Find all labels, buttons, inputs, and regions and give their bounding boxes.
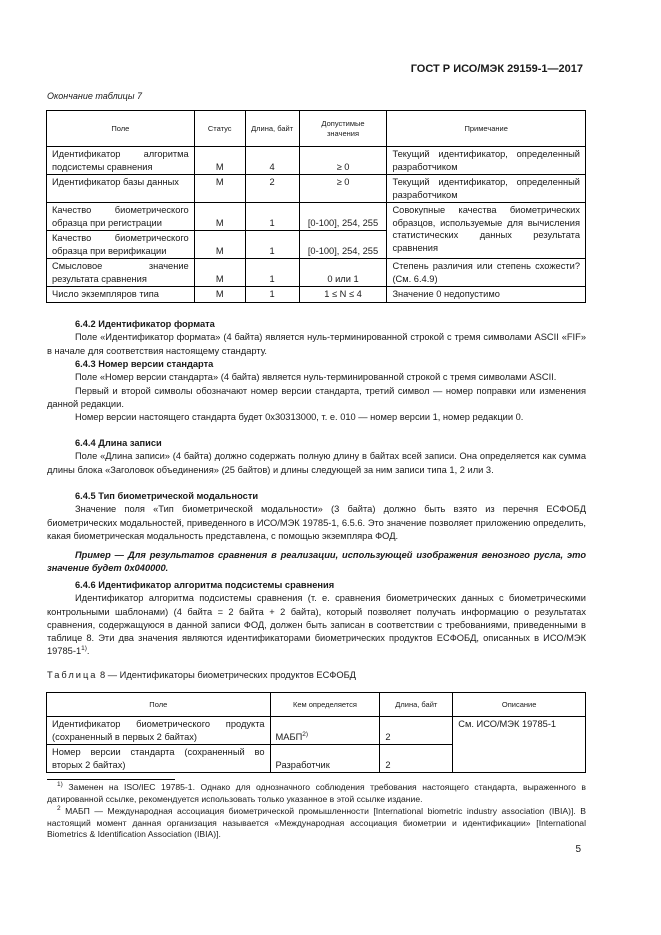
cell-field: Качество биометрического образца при верификации (47, 231, 195, 259)
footnote-ref: 2) (302, 730, 309, 738)
cell-length: 2 (380, 745, 453, 773)
cell-values: ≥ 0 (299, 147, 387, 175)
section-6-4-2 (47, 318, 586, 358)
table-row (47, 259, 586, 287)
section-6-4-4 (47, 437, 586, 477)
table8-caption-text: 8 — Идентификаторы биометрических продуктов ЕСФОБД (100, 670, 356, 680)
cell-values: [0-100], 254, 255 (299, 203, 387, 231)
footnote-text: Заменен на ISO/IEC 19785-1. Однако для однозначного соблюдения требования настоящего стандарта, выраженного в датированной ссылке, рекомендуется использовать только указанное в этой ссылке издание. (47, 782, 587, 804)
column-header: Поле (47, 693, 271, 717)
section-6-4-3 (47, 358, 586, 424)
footnote-ref: 1) (81, 645, 87, 653)
cell-field: Номер версии стандарта (сохраненный во вторых 2 байтах) (47, 745, 271, 773)
cell-length: 2 (245, 175, 299, 203)
cell-field: Идентификатор базы данных (47, 175, 195, 203)
cell-note: Степень различия или степень схожести? (См. 6.4.9) (387, 259, 586, 287)
section-6-4-5 (47, 490, 586, 576)
column-header: Поле (47, 111, 195, 147)
cell-length: 1 (245, 203, 299, 231)
paragraph: Поле «Идентификатор формата» (4 байта) является нуль-терминированной строкой с тремя символами ASCII «FIF» в начале для соответствия настоящему стандарту. (47, 332, 586, 356)
section-heading: 6.4.5 Тип биометрической модальности (75, 491, 259, 501)
footnote-1 (47, 782, 586, 805)
cell-status: M (194, 203, 245, 231)
table-header-row (47, 693, 586, 717)
cell-length: 2 (380, 717, 453, 745)
column-header: Длина, байт (380, 693, 453, 717)
cell-values: 0 или 1 (299, 259, 387, 287)
paragraph (47, 592, 586, 658)
table-row (47, 175, 586, 203)
cell-note: Совокупные качества биометрических образцов, используемые для вычисления статистических данных результата сравнения (387, 203, 586, 259)
cell-length: 1 (245, 287, 299, 303)
cell-defined-by-text: МАБП (275, 731, 303, 742)
footnote-text: МАБП — Международная ассоциация биометрической промышленности [International biometric industry association (IBIA)]. В настоящий момент данная организация называется «Международная ассоциация биометрии и идентификации» [International Biometrics & Identification Association (IBIA)]. (47, 806, 586, 839)
cell-note: Текущий идентификатор, определенный разработчиком (387, 147, 586, 175)
cell-note: Значение 0 недопустимо (387, 287, 586, 303)
cell-status: M (194, 287, 245, 303)
table-row (47, 147, 586, 175)
paragraph: Поле «Длина записи» (4 байта) должно содержать полную длину в байтах всей записи. Она определяется как сумма длины блока «Заголовок объединения» (25 байтов) и длины следующей за ним записи типа 1, 2 или 3. (47, 451, 586, 475)
paragraph-end: . (86, 646, 90, 657)
footnote-mark: 1) (57, 781, 63, 789)
cell-field: Качество биометрического образца при регистрации (47, 203, 195, 231)
section-6-4-6 (47, 579, 586, 659)
table-row (47, 717, 586, 745)
paragraph: Поле «Номер версии стандарта» (4 байта) является нуль-терминированной строкой с тремя символами ASCII. (75, 372, 557, 383)
cell-field: Идентификатор биометрического продукта (сохраненный в первых 2 байтах) (47, 717, 271, 745)
paragraph: Номер версии настоящего стандарта будет 0x30313000, т. е. 010 — номер версии 1, номер редакции 0. (75, 412, 524, 423)
cell-description: См. ИСО/МЭК 19785-1 (453, 717, 586, 773)
cell-status: M (194, 231, 245, 259)
cell-values: ≥ 0 (299, 175, 387, 203)
document-header: ГОСТ Р ИСО/МЭК 29159-1—2017 (410, 63, 583, 75)
cell-status: M (194, 259, 245, 287)
column-header: Статус (194, 111, 245, 147)
cell-field: Смысловое значение результата сравнения (47, 259, 195, 287)
cell-defined-by: Разработчик (270, 745, 380, 773)
paragraph: Первый и второй символы обозначают номер версии стандарта, третий символ — номер поправки или изменения данной редакции. (47, 385, 586, 409)
cell-status: M (194, 175, 245, 203)
paragraph: Значение поля «Тип биометрической модальности» (3 байта) должно быть взято из перечня ЕСФОБД биометрических модальностей, приведенного в ИСО/МЭК 19785-1, 6.5.6. Это значение позволяет приложению определить, какая биометрическая модальность представлена, с помощью экземпляра ФОД. (47, 504, 586, 541)
table-7 (46, 110, 586, 303)
table-row (47, 203, 586, 231)
cell-field: Число экземпляров типа (47, 287, 195, 303)
cell-values: [0-100], 254, 255 (299, 231, 387, 259)
section-heading: 6.4.3 Номер версии стандарта (75, 359, 214, 369)
column-header: Длина, байт (245, 111, 299, 147)
table8-caption (47, 670, 356, 680)
example-note: Пример — Для результатов сравнения в реализации, использующей изображения венозного русла, это значение будет 0x040000. (47, 550, 586, 574)
cell-length: 1 (245, 231, 299, 259)
table-header-row (47, 111, 586, 147)
column-header: Описание (453, 693, 586, 717)
cell-note: Текущий идентификатор, определенный разработчиком (387, 175, 586, 203)
section-heading: 6.4.6 Идентификатор алгоритма подсистемы сравнения (75, 580, 335, 590)
footnote-mark: 2 (57, 805, 61, 813)
cell-length: 4 (245, 147, 299, 175)
section-heading: 6.4.4 Длина записи (75, 438, 162, 448)
footnote-2 (47, 806, 586, 841)
table-row (47, 287, 586, 303)
table8-caption-prefix: Таблица (47, 670, 98, 680)
cell-length: 1 (245, 259, 299, 287)
cell-status: M (194, 147, 245, 175)
table7-caption: Окончание таблицы 7 (47, 91, 142, 101)
column-header: Примечание (387, 111, 586, 147)
cell-values: 1 ≤ N ≤ 4 (299, 287, 387, 303)
cell-field: Идентификатор алгоритма подсистемы сравнения (47, 147, 195, 175)
footnote-separator (47, 779, 175, 780)
cell-defined-by (270, 717, 380, 745)
paragraph-text: Идентификатор алгоритма подсистемы сравнения (т. е. сравнения биометрических данных с биометрическими контрольными шаблонами) (4 байта = 2 байта + 2 байта), который позволяет получать информацию о результатах сравнения, содержащуюся в данной записи ФОД, должен быть записан в соответствии с требованиями, приведенными в таблице 8. Эти два значения являются идентификаторами биометрических продуктов ЕСФОБД, описанных в ИСО/МЭК 19785-1 (47, 593, 586, 657)
table-8 (46, 692, 586, 773)
page-number: 5 (575, 844, 581, 855)
section-heading: 6.4.2 Идентификатор формата (75, 319, 215, 329)
column-header: Кем определяется (270, 693, 380, 717)
column-header: Допустимые значения (299, 111, 387, 147)
